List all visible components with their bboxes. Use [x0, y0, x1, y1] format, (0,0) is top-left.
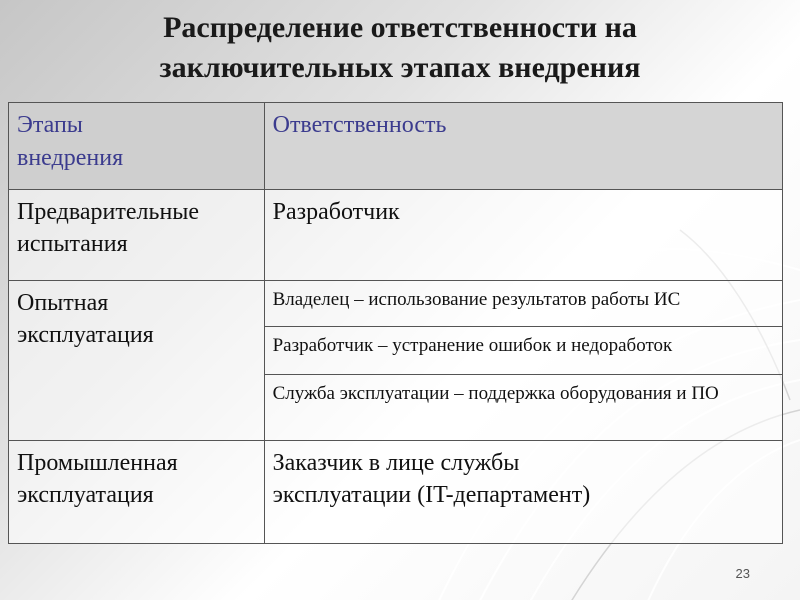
responsibility-cell	[264, 441, 782, 544]
responsibility-cell: Разработчик	[264, 190, 782, 281]
stage-line-2: эксплуатация	[17, 482, 154, 508]
responsibility-table	[8, 102, 783, 544]
header-stage	[9, 103, 265, 190]
stage-line-2: испытания	[17, 231, 128, 257]
stage-line-2: эксплуатация	[17, 322, 154, 348]
slide-title	[40, 8, 760, 88]
table-row	[9, 281, 783, 327]
table-row	[9, 190, 783, 281]
header-responsibility: Ответственность	[264, 103, 782, 190]
stage-line-1: Предварительные	[17, 199, 200, 225]
responsibility-line-2: эксплуатации (IT-департамент)	[272, 482, 591, 508]
stage-line-1: Опытная	[17, 290, 109, 316]
title-line-1: Распределение ответственности на	[163, 11, 637, 44]
page-number: 23	[735, 566, 750, 581]
responsibility-cell: Служба эксплуатации – поддержка оборудования и ПО	[264, 375, 782, 441]
table-header-row	[9, 103, 783, 190]
stage-cell	[9, 441, 265, 544]
responsibility-line-1: Заказчик в лице службы	[272, 450, 520, 476]
stage-cell	[9, 281, 265, 441]
title-line-2: заключительных этапах внедрения	[159, 51, 641, 84]
responsibility-cell: Владелец – использование результатов работы ИС	[264, 281, 782, 327]
stage-cell	[9, 190, 265, 281]
responsibility-cell: Разработчик – устранение ошибок и недоработок	[264, 327, 782, 375]
header-stage-line-2: внедрения	[17, 145, 124, 171]
table-row	[9, 441, 783, 544]
header-stage-line-1: Этапы	[17, 112, 83, 138]
stage-line-1: Промышленная	[17, 450, 178, 476]
